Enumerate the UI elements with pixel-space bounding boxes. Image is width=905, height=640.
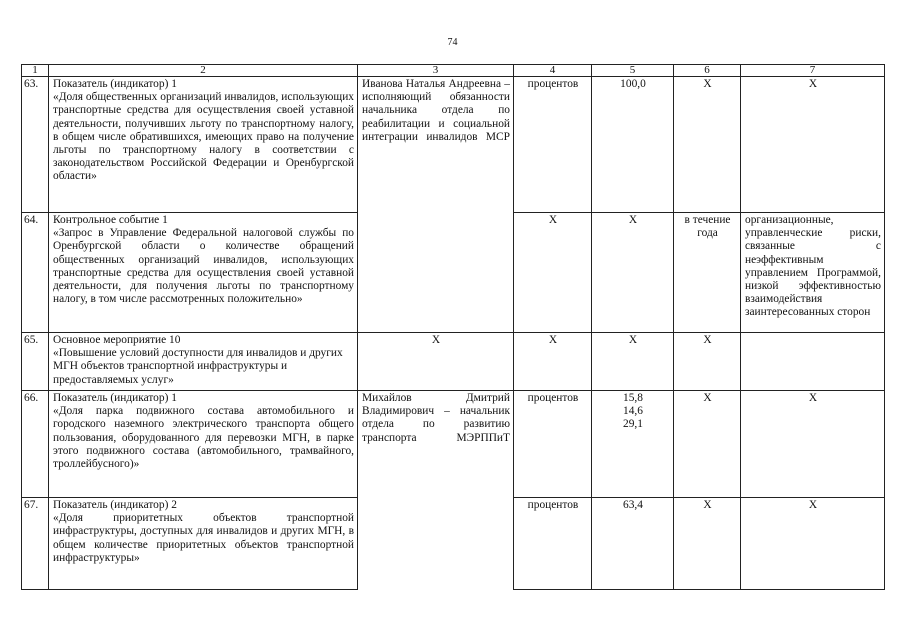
unit-cell: процентов [514, 391, 592, 498]
unit-cell: процентов [514, 498, 592, 590]
col6-cell: Х [674, 77, 741, 213]
col7-cell: Х [741, 498, 885, 590]
column-header-2: 2 [49, 65, 358, 77]
col6-cell: Х [674, 498, 741, 590]
item-description [49, 213, 358, 333]
table-row [22, 333, 885, 391]
row-number: 63. [22, 77, 49, 213]
col6-cell: Х [674, 391, 741, 498]
item-text: «Доля парка подвижного состава автомобильного и городского наземного электрического транспорта общего пользования, оборудованного для перевозки МГН, в парке этого подвижного состава (автомобильного, трамвайного, троллейбусного)» [53, 405, 354, 471]
program-table [21, 64, 885, 590]
column-header-3: 3 [358, 65, 514, 77]
unit-cell: процентов [514, 77, 592, 213]
row-number: 67. [22, 498, 49, 590]
item-text: «Доля приоритетных объектов транспортной инфраструктуры, доступных для инвалидов и других МГН, в общем количестве приоритетных объектов транспортной инфраструктуры» [53, 512, 354, 564]
value-cell: 100,0 [592, 77, 674, 213]
item-description [49, 333, 358, 391]
value-cell [592, 391, 674, 498]
col7-cell [741, 333, 885, 391]
item-title: Показатель (индикатор) 1 [53, 78, 177, 90]
column-header-5: 5 [592, 65, 674, 77]
column-header-7: 7 [741, 65, 885, 77]
table-row [22, 77, 885, 213]
value-cell: Х [592, 213, 674, 333]
item-description [49, 498, 358, 590]
value-cell: Х [592, 333, 674, 391]
unit-cell: Х [514, 213, 592, 333]
col7-cell: Х [741, 391, 885, 498]
col6-cell: Х [674, 333, 741, 391]
item-title: Показатель (индикатор) 1 [53, 392, 177, 404]
value-line: 14,6 [623, 405, 643, 418]
item-title: Показатель (индикатор) 2 [53, 499, 177, 511]
header-row [22, 65, 885, 77]
column-header-1: 1 [22, 65, 49, 77]
item-description [49, 391, 358, 498]
risk-description: организационные, управленческие риски, связанные с неэффективным управлением Программой, низкой эффективностью взаимодействия заинтересованных сторон [741, 213, 885, 333]
row-number: 65. [22, 333, 49, 391]
item-title: Основное мероприятие 10 [53, 334, 181, 346]
responsible-person: Иванова Наталья Андреевна – исполняющий обязанности начальника отдела по реабилитации и социальной интеграции инвалидов МСР [358, 77, 514, 333]
item-text: «Запрос в Управление Федеральной налоговой службы по Оренбургской области о количестве обращений общественных организаций инвалидов, использующих транспортные средства для осуществления своей уставной деятельности, для получения льготы по транспортному налогу, в том числе рассмотренных положительно» [53, 227, 354, 306]
row-number: 64. [22, 213, 49, 333]
unit-cell: Х [514, 333, 592, 391]
col7-cell: Х [741, 77, 885, 213]
item-title: Контрольное событие 1 [53, 214, 168, 226]
responsible-person: Х [358, 333, 514, 391]
item-description [49, 77, 358, 213]
page-number: 74 [447, 37, 458, 48]
col6-cell: в течение года [674, 213, 741, 333]
value-cell: 63,4 [592, 498, 674, 590]
column-header-6: 6 [674, 65, 741, 77]
value-line: 15,8 [623, 392, 643, 404]
responsible-person: Михайлов Дмитрий Владимирович – начальник отдела по развитию транспорта МЭРППиТ [358, 391, 514, 590]
column-header-4: 4 [514, 65, 592, 77]
row-number: 66. [22, 391, 49, 498]
item-text: «Доля общественных организаций инвалидов, использующих транспортные средства для осуществления своей уставной деятельности, получивших льготу по транспортному налогу, в общем числе обратившихся, имеющих право на получение льготы по транспортному налогу в соответствии с законодательством Российской Федерации и Оренбургской области» [53, 91, 354, 183]
item-text: «Повышение условий доступности для инвалидов и других МГН объектов транспортной инфраструктуры и предоставляемых услуг» [53, 347, 343, 386]
value-line: 29,1 [623, 418, 643, 431]
table-row [22, 391, 885, 498]
